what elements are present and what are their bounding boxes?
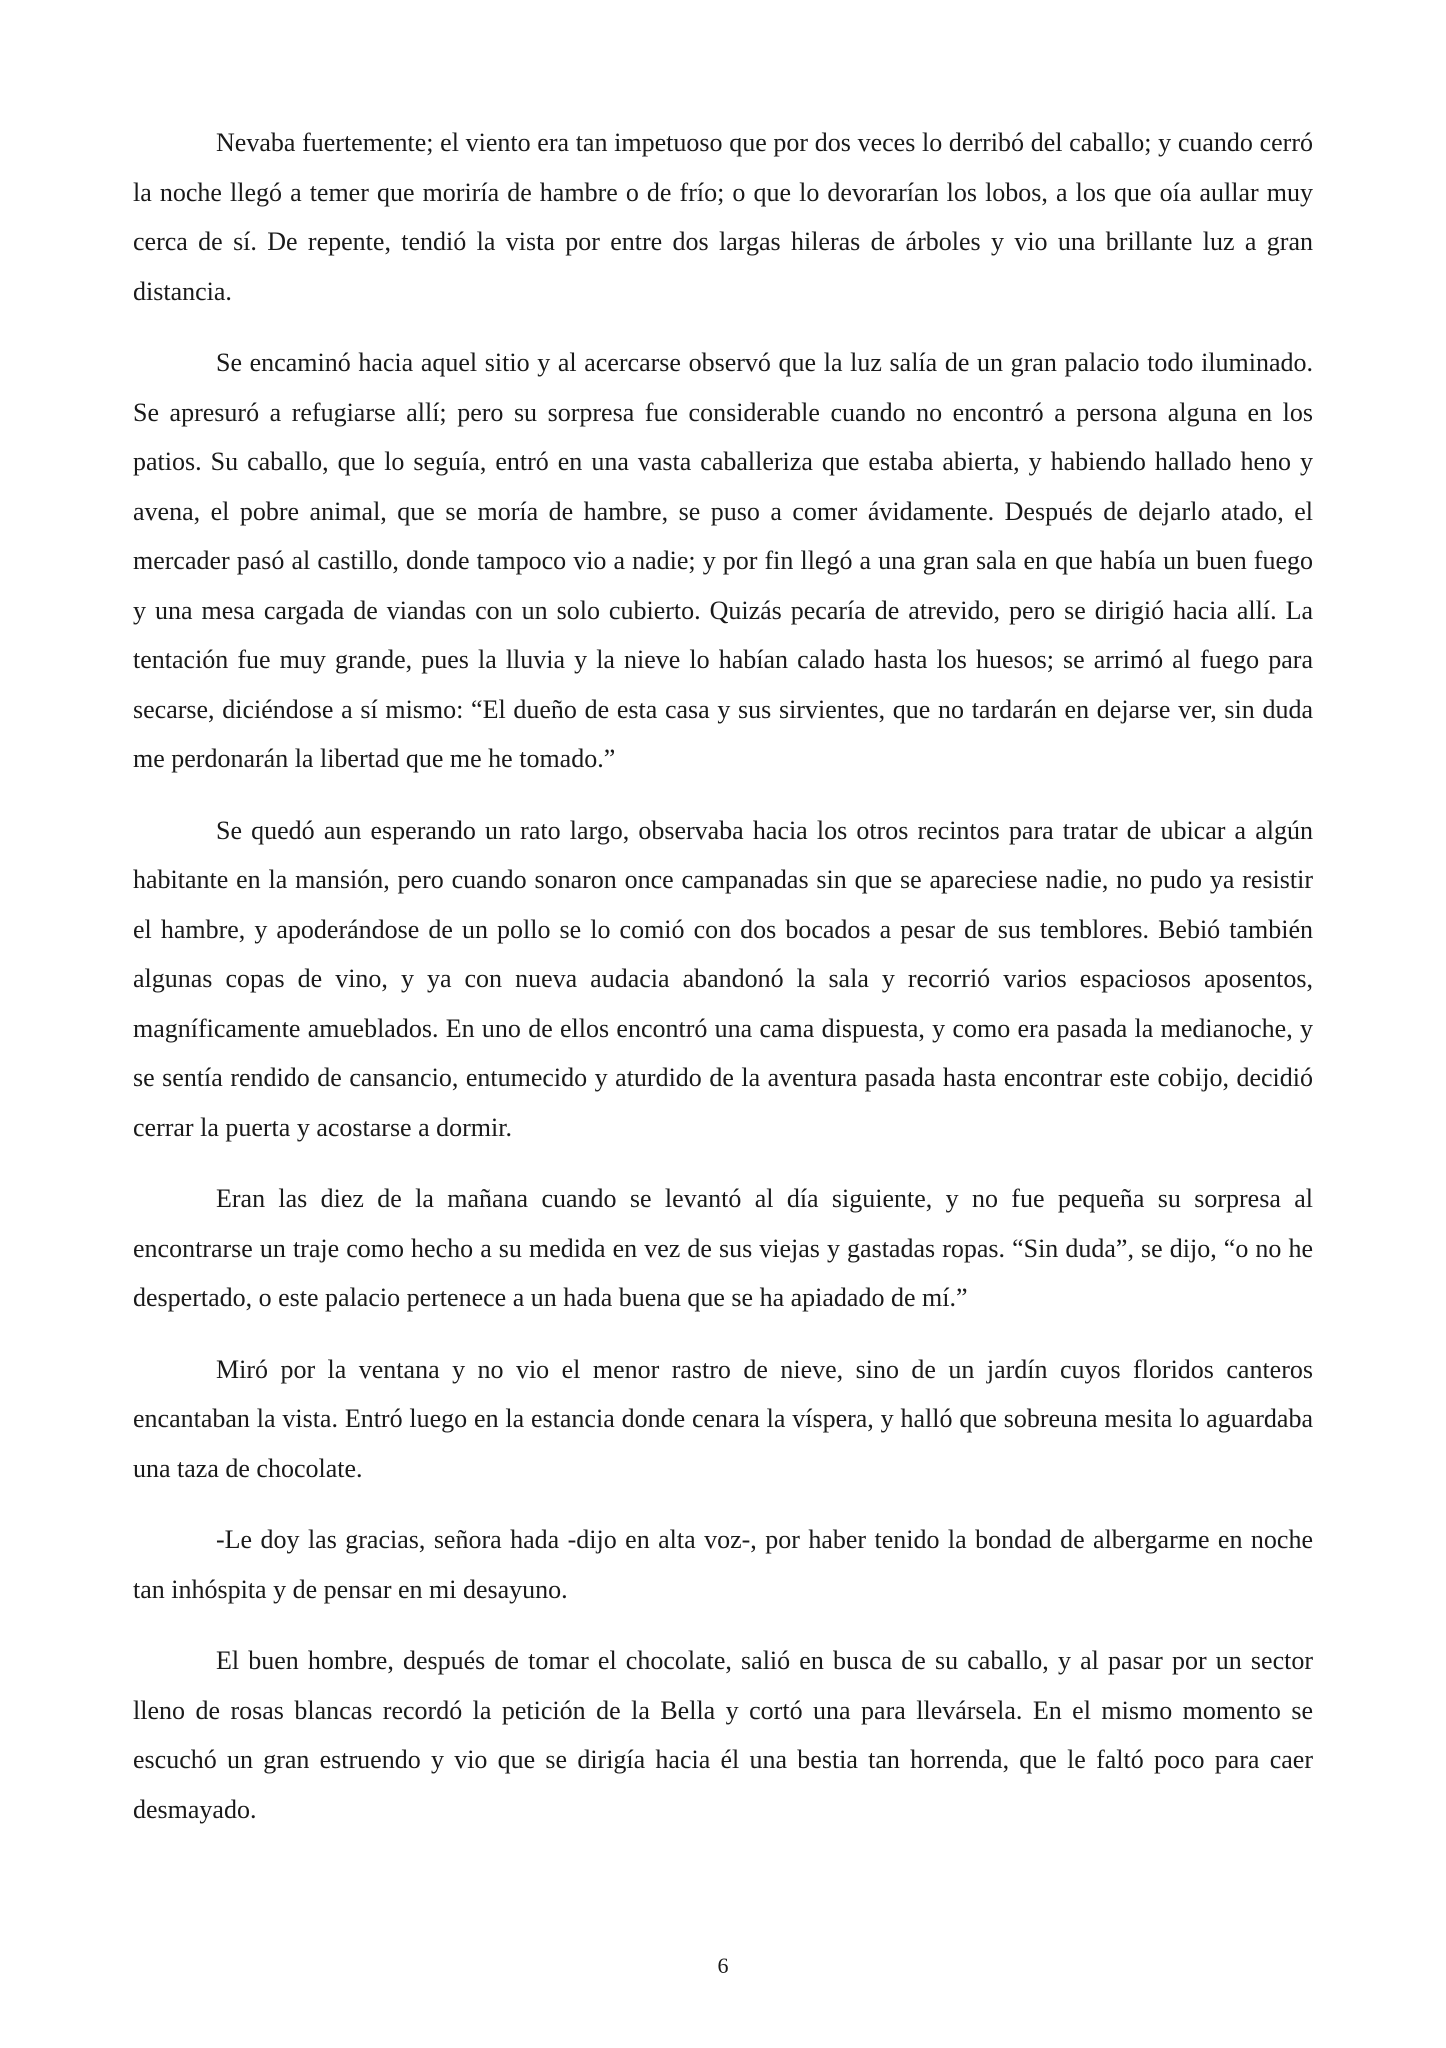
paragraph-5: Miró por la ventana y no vio el menor rastro de nieve, sino de un jardín cuyos floridos canteros encantaban la vista. Entró luego en la estancia donde cenara la víspera, y halló que sobreuna mesita lo aguardaba una taza de chocolate. — [133, 1354, 1313, 1483]
paragraph-7: El buen hombre, después de tomar el chocolate, salió en busca de su caballo, y al pasar por un sector lleno de rosas blancas recordó la petición de la Bella y cortó una para llevársela. En el mismo momento se escuchó un gran estruendo y vio que se dirigía hacia él una bestia tan horrenda, que le faltó poco para caer desmayado. — [133, 1646, 1313, 1824]
body-text — [133, 118, 1313, 1856]
paragraph-6: -Le doy las gracias, señora hada -dijo en alta voz-, por haber tenido la bondad de albergarme en noche tan inhóspita y de pensar en mi desayuno. — [133, 1525, 1313, 1604]
paragraph-4: Eran las diez de la mañana cuando se levantó al día siguiente, y no fue pequeña su sorpresa al encontrarse un traje como hecho a su medida en vez de sus viejas y gastadas ropas. “Sin duda”, se dijo, “o no he despertado, o este palacio pertenece a un hada buena que se ha apiadado de mí.” — [133, 1184, 1313, 1312]
page-number: 6 — [717, 1953, 729, 1978]
paragraph-1: Nevaba fuertemente; el viento era tan impetuoso que por dos veces lo derribó del caballo; y cuando cerró la noche llegó a temer que moriría de hambre o de frío; o que lo devorarían los lobos, a los que oía aullar muy cerca de sí. De repente, tendió la vista por entre dos largas hileras de árboles y vio una brillante luz a gran distancia. — [133, 128, 1313, 306]
paragraph-3: Se quedó aun esperando un rato largo, observaba hacia los otros recintos para tratar de ubicar a algún habitante en la mansión, pero cuando sonaron once campanadas sin que se apareciese nadie, no pudo ya resistir el hambre, y apoderándose de un pollo se lo comió con dos bocados a pesar de sus temblores. Bebió también algunas copas de vino, y ya con nueva audacia abandonó la sala y recorrió varios espaciosos aposentos, magníficamente amueblados. En uno de ellos encontró una cama dispuesta, y como era pasada la medianoche, y se sentía rendido de cansancio, entumecido y aturdido de la aventura pasada hasta encontrar este cobijo, decidió cerrar la puerta y acostarse a dormir. — [133, 815, 1313, 1142]
paragraph-2: Se encaminó hacia aquel sitio y al acercarse observó que la luz salía de un gran palacio todo iluminado. Se apresuró a refugiarse allí; pero su sorpresa fue considerable cuando no encontró a persona alguna en los patios. Su caballo, que lo seguía, entró en una vasta caballeriza que estaba abierta, y habiendo hallado heno y avena, el pobre animal, que se moría de hambre, se puso a comer ávidamente. Después de dejarlo atado, el mercader pasó al castillo, donde tampoco vio a nadie; y por fin llegó a una gran sala en que había un buen fuego y una mesa cargada de viandas con un solo cubierto. Quizás pecaría de atrevido, pero se dirigió hacia allí. La tentación fue muy grande, pues la lluvia y la nieve lo habían calado hasta los huesos; se arrimó al fuego para secarse, diciéndose a sí mismo: “El dueño de esta casa y sus sirvientes, que no tardarán en dejarse ver, sin duda me perdonarán la libertad que me he tomado.” — [133, 348, 1313, 773]
